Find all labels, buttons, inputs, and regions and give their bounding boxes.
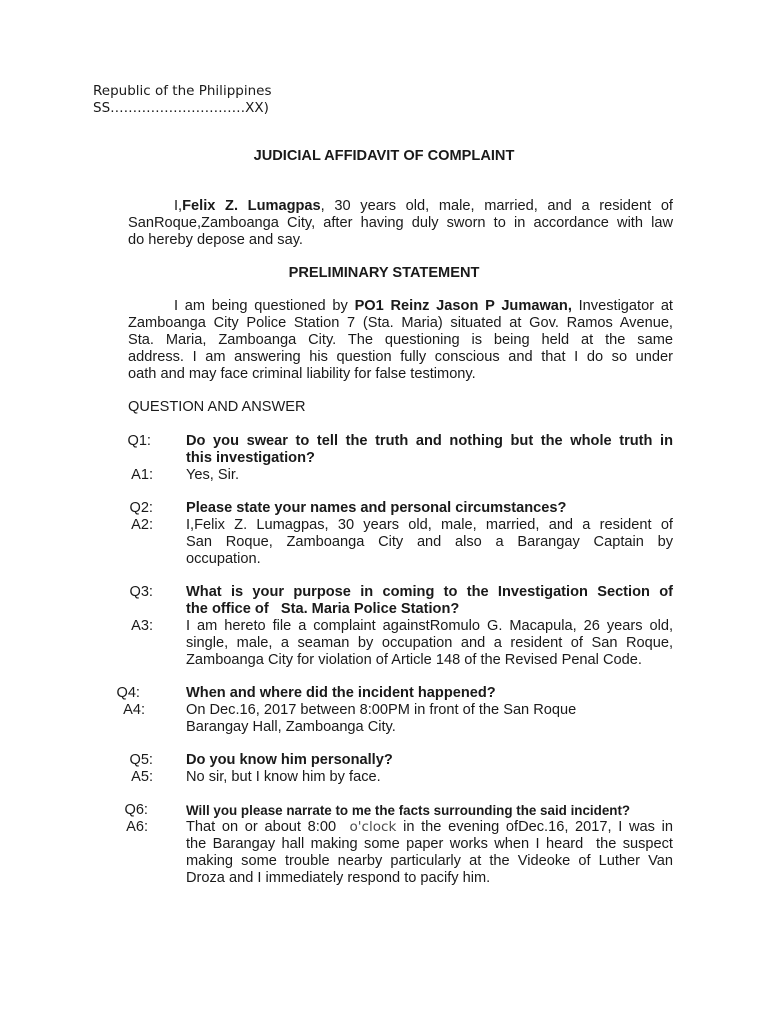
a4-label: A4:	[123, 702, 145, 718]
intro-paragraph	[128, 198, 673, 249]
a6-text: That on or about 8:00 o'clock in the evening ofDec.16, 2017, I was in the Barangay hall making some paper works when I heard the suspect making some trouble nearby particularly at the Videoke of Luther Van Droza and I immediately respond to pacify him.	[186, 819, 673, 886]
a5-label: A5:	[131, 769, 153, 785]
header-republic: Republic of the Philippines	[93, 83, 272, 99]
q4-label: Q4:	[116, 685, 140, 701]
preliminary-line-3: Sta. Maria, Zamboanga City. The questioning is being held at the same	[128, 332, 673, 348]
preliminary-paragraph	[128, 298, 673, 383]
a1-label: A1:	[131, 467, 153, 483]
a2-text: I,Felix Z. Lumagpas, 30 years old, male, married, and a resident of San Roque, Zamboanga City and also a Barangay Captain by occupation.	[186, 517, 673, 567]
a4-text: On Dec.16, 2017 between 8:00PM in front of the San Roque Barangay Hall, Zamboanga City.	[186, 702, 577, 735]
intro-line-2: SanRoque,Zamboanga City, after having duly sworn to in accordance with law	[128, 215, 673, 231]
a1-text: Yes, Sir.	[186, 467, 240, 483]
affiant-name: Felix Z. Lumagpas	[182, 198, 321, 214]
q4-text: When and where did the incident happened?	[186, 685, 496, 701]
a6-label: A6:	[126, 819, 148, 835]
header-ss-line: SS…………………………XX)	[93, 100, 269, 116]
q5-label: Q5:	[129, 752, 153, 768]
document-title: JUDICIAL AFFIDAVIT OF COMPLAINT	[253, 148, 515, 164]
qa-heading: QUESTION AND ANSWER	[128, 399, 306, 415]
q1-text: Do you swear to tell the truth and nothing but the whole truth in this investigation?	[186, 433, 673, 466]
q5-text: Do you know him personally?	[186, 752, 393, 768]
intro-line-1: I,Felix Z. Lumagpas, 30 years old, male, married, and a resident of	[174, 198, 673, 214]
q1-label: Q1:	[127, 433, 151, 449]
q3-text: What is your purpose in coming to the Investigation Section of the office of Sta. Maria Police Station?	[186, 584, 673, 617]
investigator-name: PO1 Reinz Jason P Jumawan,	[354, 298, 572, 314]
a5-text: No sir, but I know him by face.	[186, 769, 381, 785]
q6-label: Q6:	[124, 802, 148, 818]
preliminary-line-1: I am being questioned by PO1 Reinz Jason P Jumawan, Investigator at	[174, 298, 673, 314]
q2-text: Please state your names and personal circumstances?	[186, 500, 567, 516]
a2-label: A2:	[131, 517, 153, 533]
q2-label: Q2:	[129, 500, 153, 516]
preliminary-line-2: Zamboanga City Police Station 7 (Sta. Maria) situated at Gov. Ramos Avenue,	[128, 315, 673, 331]
preliminary-line-4: address. I am answering his question fully conscious and that I do so under	[128, 349, 673, 365]
a3-text: I am hereto file a complaint againstRomulo G. Macapula, 26 years old, single, male, a seaman by occupation and a resident of San Roque, Zamboanga City for violation of Article 148 of the Revised Penal Code.	[186, 618, 673, 668]
intro-line-3: do hereby depose and say.	[128, 232, 303, 248]
q6-text: Will you please narrate to me the facts surrounding the said incident?	[186, 803, 631, 818]
q3-label: Q3:	[129, 584, 153, 600]
a3-label: A3:	[131, 618, 153, 634]
preliminary-heading: PRELIMINARY STATEMENT	[288, 265, 480, 281]
preliminary-line-5: oath and may face criminal liability for false testimony.	[128, 366, 476, 382]
